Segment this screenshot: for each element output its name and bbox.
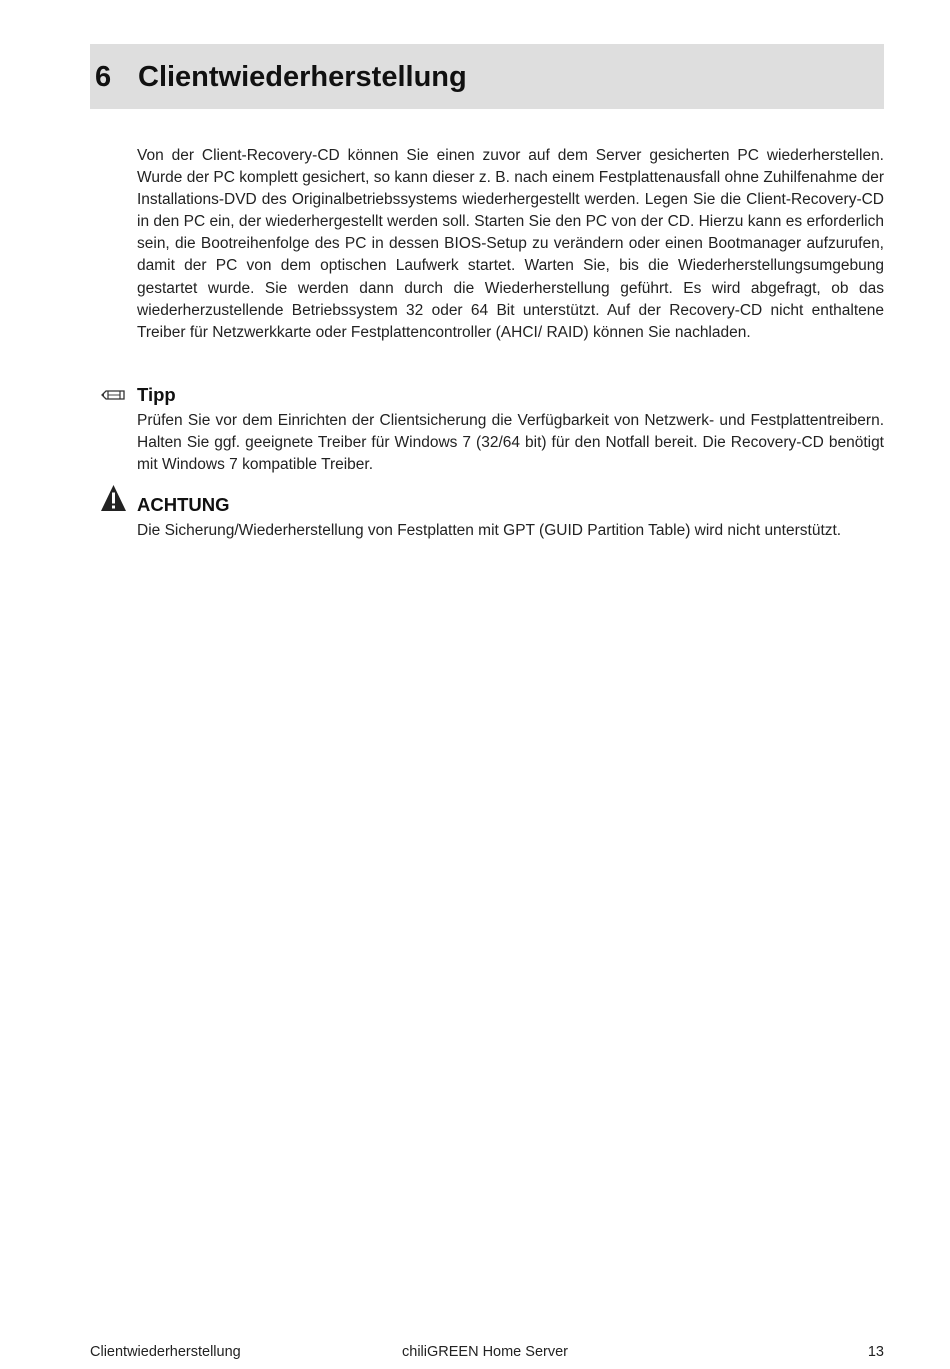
chapter-number: 6 [95, 61, 112, 93]
warning-triangle-icon [100, 484, 127, 512]
footer-page-number: 13 [867, 1344, 884, 1360]
chapter-title-text: Clientwiederherstellung [138, 61, 467, 93]
chapter-title [95, 58, 467, 96]
warning-text: Die Sicherung/Wiederherstellung von Festplatten mit GPT (GUID Partition Table) wird nicht unterstützt. [137, 522, 842, 539]
footer-product-name: chiliGREEN Home Server [402, 1344, 568, 1360]
footer-section-name: Clientwiederherstellung [90, 1344, 241, 1360]
warning-heading: ACHTUNG [137, 494, 230, 515]
intro-paragraph: Von der Client-Recovery-CD können Sie einen zuvor auf dem Server gesicherten PC wiederherstellen. Wurde der PC komplett gesichert, so kann dieser z. B. nach einem Festplattenausfall ohne Zuhilfenahme der Installations-DVD des Originalbetriebssystems wiederhergestellt werden. Legen Sie die Client-Recovery-CD in den PC ein, der wiederhergestellt werden soll. Starten Sie den PC von der CD. Hierzu kann es erforderlich sein, die Bootreihenfolge des PC in dessen BIOS-Setup zu verändern oder einen Bootmanager aufzurufen, damit der PC von dem optischen Laufwerk startet. Warten Sie, bis die Wiederherstellungsumgebung gestartet wurde. Sie werden dann durch die Wiederherstellung geführt. Es wird abgefragt, ob das wiederherzustellende Betriebssystem 32 oder 64 Bit unterstützt. Auf der Recovery-CD nicht enthaltene Treiber für Netzwerkkarte oder Festplattencontroller (AHCI/ RAID) können Sie nachladen. [137, 147, 884, 341]
tip-text: Prüfen Sie vor dem Einrichten der Clientsicherung die Verfügbarkeit von Netzwerk- und Festplattentreibern. Halten Sie ggf. geeignete Treiber für Windows 7 (32/64 bit) für den Notfall bereit. Die Recovery-CD benötigt mit Windows 7 kompatible Treiber. [137, 412, 884, 474]
tip-heading: Tipp [137, 384, 176, 405]
pencil-icon [100, 387, 126, 403]
